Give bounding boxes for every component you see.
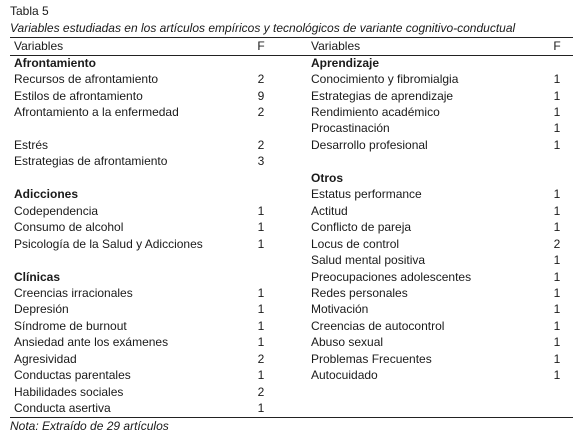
variable-label: Salud mental positiva [311, 253, 426, 267]
variable-label: Psicología de la Salud y Adicciones [14, 237, 203, 251]
variable-label: Recursos de afrontamiento [14, 72, 159, 86]
bottom-rule [10, 417, 573, 418]
variable-label: Motivación [311, 302, 369, 316]
frequency-value: 1 [553, 335, 561, 349]
variable-label: Conducta asertiva [14, 401, 111, 415]
variable-label: Estrés [14, 138, 49, 152]
frequency-value: 1 [553, 138, 561, 152]
frequency-value: 9 [257, 89, 265, 103]
frequency-value: 1 [553, 319, 561, 333]
frequency-value: 1 [553, 72, 561, 86]
variable-label: Abuso sexual [311, 335, 384, 349]
variable-label: Consumo de alcohol [14, 220, 124, 234]
frequency-value: 2 [257, 352, 265, 366]
variable-label: Procastinación [311, 121, 390, 135]
frequency-value: 1 [553, 286, 561, 300]
variable-label: Preocupaciones adolescentes [311, 270, 472, 284]
frequency-value: 1 [257, 368, 265, 382]
top-rule [10, 37, 573, 38]
frequency-value: 2 [257, 105, 265, 119]
frequency-value: 1 [553, 253, 561, 267]
frequency-value: 1 [553, 121, 561, 135]
frequency-value: 2 [257, 72, 265, 86]
variable-label: Afrontamiento a la enfermedad [14, 105, 179, 119]
group-heading: Otros [311, 171, 344, 185]
variable-label: Problemas Frecuentes [311, 352, 432, 366]
frequency-value: 2 [553, 237, 561, 251]
frequency-value: 1 [257, 335, 265, 349]
variable-label: Ansiedad ante los exámenes [14, 335, 169, 349]
frequency-value: 1 [553, 187, 561, 201]
variable-label: Conocimiento y fibromialgia [311, 72, 459, 86]
variable-label: Creencias de autocontrol [311, 319, 445, 333]
variable-label: Locus de control [311, 237, 400, 251]
frequency-value: 1 [257, 302, 265, 316]
frequency-value: 1 [257, 319, 265, 333]
group-heading: Adicciones [14, 187, 79, 201]
frequency-value: 1 [553, 368, 561, 382]
variable-label: Autocuidado [311, 368, 378, 382]
frequency-value: 1 [257, 286, 265, 300]
table-label: Tabla 5 [10, 4, 49, 18]
frequency-value: 1 [553, 270, 561, 284]
variable-label: Creencias irracionales [14, 286, 133, 300]
variable-label: Depresión [14, 302, 69, 316]
frequency-value: 1 [257, 401, 265, 415]
group-heading: Clínicas [14, 270, 61, 284]
header-variables-left: Variables [14, 39, 64, 53]
frequency-value: 1 [553, 352, 561, 366]
variable-label: Desarrollo profesional [311, 138, 428, 152]
frequency-value: 1 [553, 302, 561, 316]
table-note: Nota: Extraído de 29 artículos [10, 419, 169, 433]
header-f-right: F [553, 39, 561, 53]
variable-label: Actitud [311, 204, 348, 218]
variable-label: Estilos de afrontamiento [14, 89, 143, 103]
header-f-left: F [257, 39, 265, 53]
frequency-value: 2 [257, 138, 265, 152]
group-heading: Aprendizaje [311, 56, 380, 70]
frequency-value: 1 [257, 220, 265, 234]
frequency-value: 3 [257, 154, 265, 168]
variable-label: Habilidades sociales [14, 385, 124, 399]
header-variables-right: Variables [311, 39, 361, 53]
frequency-value: 1 [257, 237, 265, 251]
variable-label: Rendimiento académico [311, 105, 440, 119]
variable-label: Estrategias de aprendizaje [311, 89, 454, 103]
frequency-value: 1 [553, 105, 561, 119]
variable-label: Codependencia [14, 204, 99, 218]
variable-label: Conductas parentales [14, 368, 131, 382]
variable-label: Síndrome de burnout [14, 319, 127, 333]
group-heading: Afrontamiento [14, 56, 96, 70]
table-caption: Variables estudiadas en los artículos empíricos y tecnológicos de variante cognitivo-conductual [10, 21, 516, 35]
variable-label: Conflicto de pareja [311, 220, 412, 234]
frequency-value: 1 [257, 204, 265, 218]
variable-label: Redes personales [311, 286, 408, 300]
frequency-value: 1 [553, 89, 561, 103]
frequency-value: 1 [553, 220, 561, 234]
frequency-value: 2 [257, 385, 265, 399]
variable-label: Estatus performance [311, 187, 422, 201]
variable-label: Estrategias de afrontamiento [14, 154, 168, 168]
variable-label: Agresividad [14, 352, 77, 366]
frequency-value: 1 [553, 204, 561, 218]
